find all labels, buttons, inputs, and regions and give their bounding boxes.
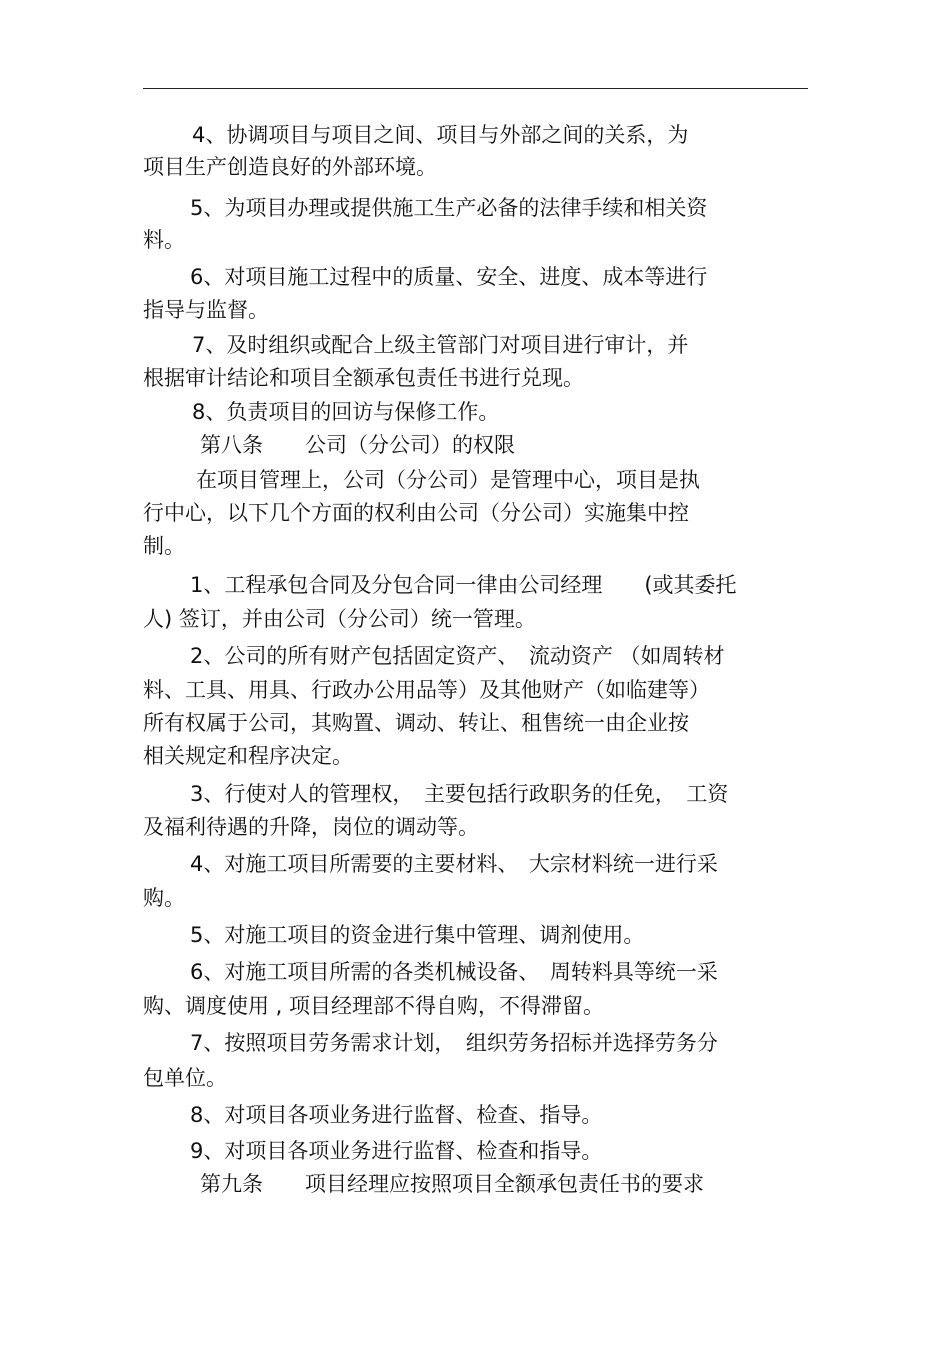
- section-heading: 第八条 公司（分公司）的权限: [200, 433, 515, 457]
- text-line: 项目生产创造良好的外部环境。: [143, 155, 437, 179]
- text-line: 5、对施工项目的资金进行集中管理、调剂使用。: [190, 923, 645, 947]
- text-line: 指导与监督。: [143, 298, 269, 322]
- text-line: 料。: [143, 228, 185, 252]
- text-line: 4、协调项目与项目之间、项目与外部之间的关系，为: [192, 123, 689, 147]
- text-line: 8、对项目各项业务进行监督、检查、指导。: [190, 1103, 603, 1127]
- text-line: 行中心，以下几个方面的权利由公司（分公司）实施集中控: [143, 501, 689, 525]
- text-line: 4、对施工项目所需要的主要材料、 大宗材料统一进行采: [190, 852, 718, 876]
- text-line: 6、对施工项目所需的各类机械设备、 周转料具等统一采: [190, 960, 718, 984]
- text-line: 7、及时组织或配合上级主管部门对项目进行审计，并: [192, 333, 689, 357]
- text-line: 1、工程承包合同及分包合同一律由公司经理 (或其委托: [190, 573, 737, 597]
- text-line: 6、对项目施工过程中的质量、安全、进度、成本等进行: [190, 265, 708, 289]
- text-line: 9、对项目各项业务进行监督、检查和指导。: [190, 1139, 603, 1163]
- text-line: 5、为项目办理或提供施工生产必备的法律手续和相关资: [190, 196, 708, 220]
- text-line: 制。: [143, 534, 185, 558]
- text-line: 购。: [143, 886, 185, 910]
- text-line: 根据审计结论和项目全额承包责任书进行兑现。: [143, 366, 584, 390]
- text-line: 相关规定和程序决定。: [143, 744, 353, 768]
- text-line: 及福利待遇的升降，岗位的调动等。: [143, 815, 479, 839]
- text-line: 人) 签订，并由公司（分公司）统一管理。: [143, 607, 536, 631]
- text-line: 8、负责项目的回访与保修工作。: [192, 400, 500, 424]
- text-line: 购、调度使用 , 项目经理部不得自购，不得滞留。: [143, 994, 605, 1018]
- text-line: 包单位。: [143, 1066, 227, 1090]
- text-line: 所有权属于公司，其购置、调动、转让、租售统一由企业按: [143, 711, 689, 735]
- text-line: 在项目管理上，公司（分公司）是管理中心，项目是执: [196, 468, 700, 492]
- text-line: 料、工具、用具、行政办公用品等）及其他财产（如临建等）: [143, 678, 710, 702]
- header-rule: [143, 88, 808, 89]
- text-line: 7、按照项目劳务需求计划， 组织劳务招标并选择劳务分: [190, 1031, 718, 1055]
- section-heading: 第九条 项目经理应按照项目全额承包责任书的要求: [200, 1172, 704, 1196]
- text-line: 3、行使对人的管理权， 主要包括行政职务的任免， 工资: [190, 782, 729, 806]
- text-line: 2、公司的所有财产包括固定资产、 流动资产 （如周转材: [190, 644, 725, 668]
